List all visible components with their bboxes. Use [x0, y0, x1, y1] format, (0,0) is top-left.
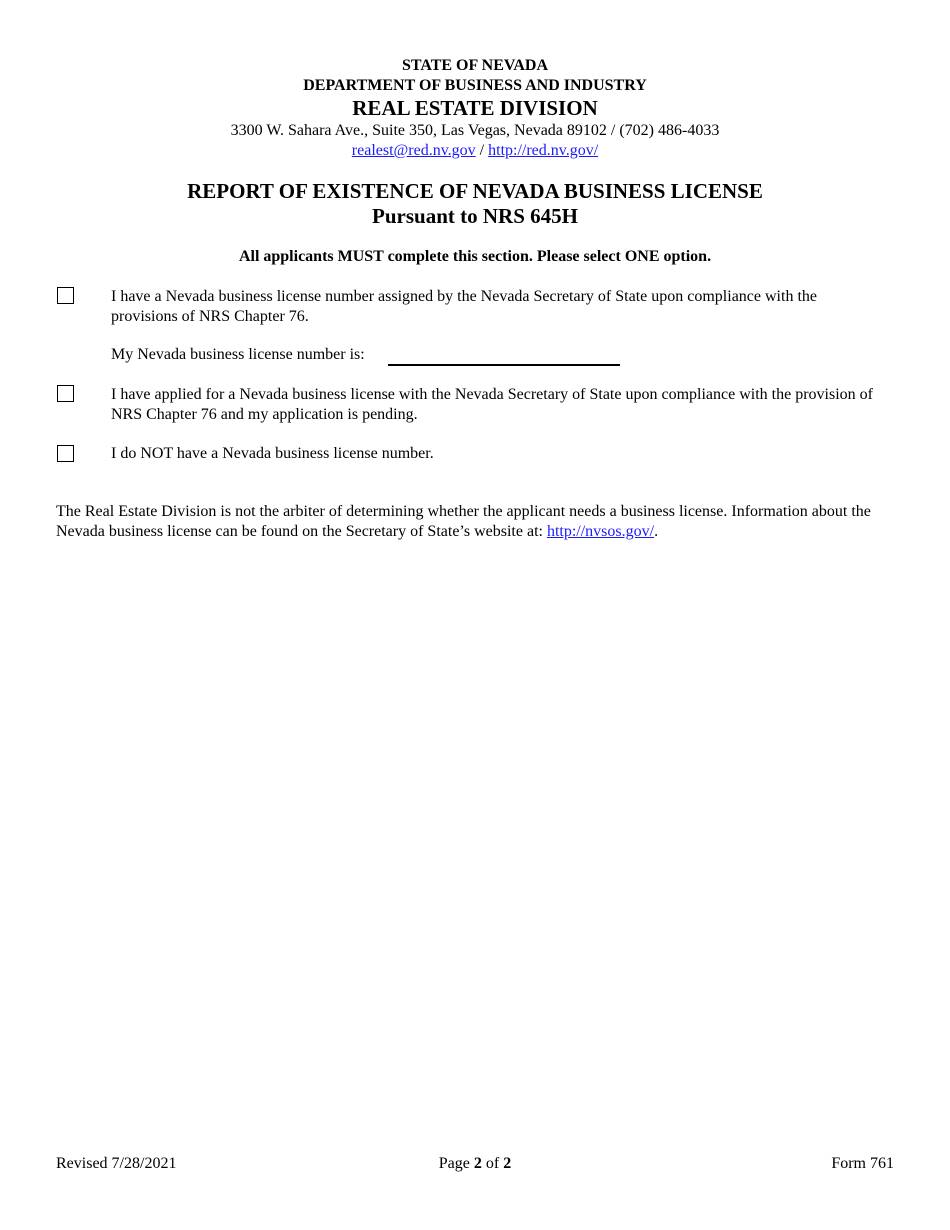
option-no-license-checkbox[interactable] — [57, 445, 74, 462]
disclaimer-end: . — [654, 523, 659, 540]
department-heading: DEPARTMENT OF BUSINESS AND INDUSTRY — [303, 77, 647, 94]
page-of: of — [481, 1155, 504, 1172]
nvsos-link[interactable]: http://nvsos.gov/ — [546, 523, 655, 540]
page-total: 2 — [503, 1155, 512, 1172]
license-number-input[interactable] — [388, 346, 620, 366]
page-number — [0, 1154, 950, 1173]
option-applied-pending-checkbox[interactable] — [57, 385, 74, 402]
link-separator: / — [475, 142, 489, 159]
option-has-license-text: I have a Nevada business license number assigned by the Nevada Secretary of State upon compliance with the provisions of NRS Chapter 76. — [111, 288, 817, 325]
form-title: REPORT OF EXISTENCE OF NEVADA BUSINESS LICENSE — [187, 179, 763, 203]
page-current: 2 — [473, 1155, 482, 1172]
option-no-license-text: I do NOT have a Nevada business license number. — [111, 445, 434, 462]
division-heading: REAL ESTATE DIVISION — [352, 96, 598, 120]
form-subtitle: Pursuant to NRS 645H — [372, 204, 578, 228]
disclaimer-note — [56, 502, 896, 542]
website-link[interactable]: http://red.nv.gov/ — [488, 142, 599, 159]
option-applied-pending-text: I have applied for a Nevada business license with the Nevada Secretary of State upon compliance with the provision of NRS Chapter 76 and my application is pending. — [111, 386, 873, 423]
form-instruction: All applicants MUST complete this section. Please select ONE option. — [238, 248, 712, 265]
revised-date: Revised 7/28/2021 — [56, 1155, 177, 1172]
address-line: 3300 W. Sahara Ave., Suite 350, Las Vegas, Nevada 89102 / (702) 486-4033 — [230, 122, 720, 139]
email-link[interactable]: realest@red.nv.gov — [351, 142, 476, 159]
contact-links — [0, 141, 950, 160]
disclaimer-text: The Real Estate Division is not the arbiter of determining whether the applicant needs a business license. Information about the Nevada business license can be found on the Secretary of State’s website at: — [56, 503, 871, 540]
state-heading: STATE OF NEVADA — [401, 57, 549, 74]
license-number-label: My Nevada business license number is: — [111, 346, 365, 363]
form-number: Form 761 — [831, 1155, 894, 1172]
option-has-license-checkbox[interactable] — [57, 287, 74, 304]
page-prefix: Page — [438, 1155, 474, 1172]
